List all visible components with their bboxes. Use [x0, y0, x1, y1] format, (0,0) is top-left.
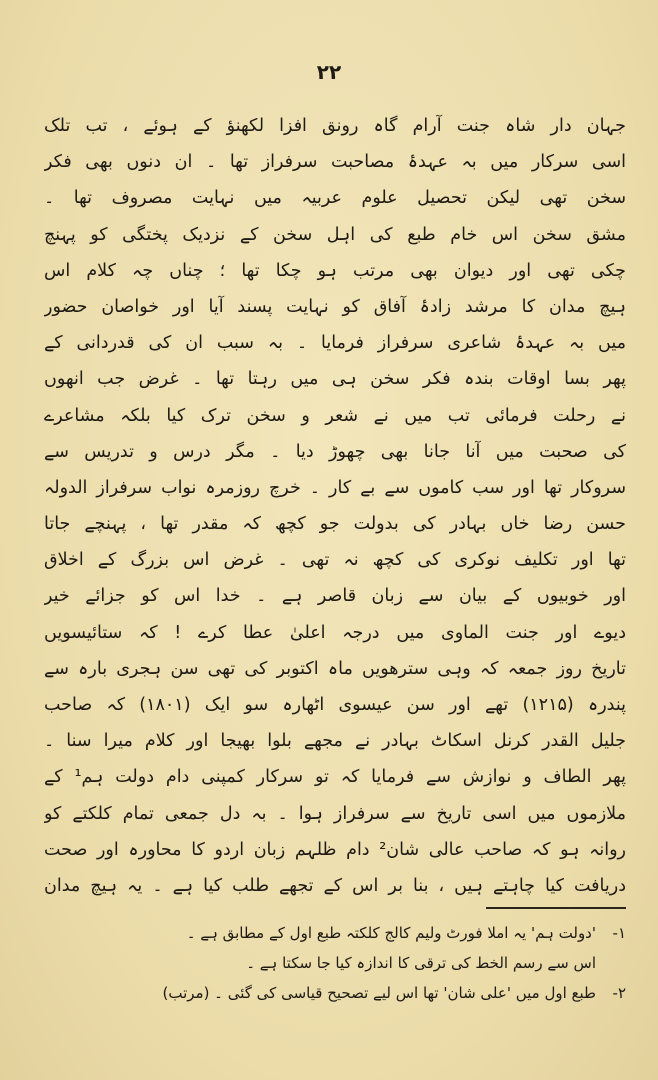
footnotes	[38, 918, 626, 1008]
footnote-text: طبع اول میں 'علی شان' تھا اس لیے تصحیح قیاسی کی گئی ۔ (مرتب)	[162, 984, 596, 1002]
body-line: اسی سرکار میں بہ عہدۂ مصاحبت سرفراز تھا ۔ ان دنوں بھی فکر	[44, 152, 626, 173]
body-line: کی صحبت میں آنا جانا بھی چھوڑ دیا ۔ مگر درس و تدریس سے	[44, 441, 626, 462]
body-line: ہیچ مدان کا مرشد زادۂ آفاق کو نہایت پسند آیا اور خواصان حضور	[44, 296, 626, 317]
body-line: روانہ ہو کہ صاحب عالی شان² دام ظلہم زبان اردو کا محاورہ اور صحت	[44, 839, 626, 860]
footnote-marker: ۱-	[612, 924, 626, 942]
footnote	[38, 978, 626, 1008]
body-line: میں بہ عہدۂ شاعری سرفراز فرمایا ۔ بہ سبب ان کی قدردانی کے	[44, 333, 626, 354]
body-line: دریافت کیا چاہتے ہیں ، بنا بر اس کے تجھے طلب کیا ہے ۔ یہ ہیچ مدان	[44, 875, 626, 896]
body-line: مشق سخن اس خام طبع کی اہل سخن کے نزدیک پختگی کو پہنچ	[44, 224, 626, 245]
body-line: جلیل القدر کرنل اسکاٹ بہادر نے مجھے بلوا بھیجا اور کلام میرا سنا ۔	[44, 731, 626, 752]
body-line: جہان دار شاہ جنت آرام گاہ رونق افزا لکھنؤ کے ہوئے ، تب تلک	[44, 116, 626, 136]
body-line: حسن رضا خاں بہادر کی بدولت جو کچھ کہ مقدر تھا ، پہنچے جاتا	[44, 514, 626, 535]
body-line: پندرہ (۱۲۱۵) تھے اور سن عیسوی اٹھارہ سو ایک (۱۸۰۱) کہ صاحب	[44, 695, 626, 715]
body-line: تھا اور تکلیف نوکری کی کچھ نہ تھی ۔ غرض اس بزرگ کے اخلاق	[44, 550, 626, 571]
page-number: ۲۲	[316, 60, 342, 84]
body-line: اور خوبیوں کے بیان سے زبان قاصر ہے ۔ خدا اس کو جزائے خیر	[44, 586, 626, 607]
body-line: سروکار تھا اور سب کاموں سے بے کار ۔ خرچ روزمرہ نواب سرفراز الدولہ	[44, 477, 626, 498]
body-text	[44, 108, 626, 904]
footnote	[38, 918, 626, 978]
footnote-marker: ۲-	[612, 984, 626, 1002]
body-line: نے رحلت فرمائی تب میں نے شعر و سخن ترک کیا بلکہ مشاعرے	[44, 405, 626, 426]
body-line: سخن تھی لیکن تحصیل علوم عربیہ میں نہایت مصروف تھا ۔	[44, 188, 626, 209]
body-line: دیوے اور جنت الماوی میں درجہ اعلیٰ عطا کرے ! کہ ستائیسویں	[44, 622, 626, 643]
body-line: پھر الطاف و نوازش سے فرمایا کہ تو سرکار کمپنی دام دولت ہم¹ کے	[44, 767, 626, 788]
footnote-continuation: اس سے رسم الخط کی ترقی کا اندازہ کیا جا سکتا ہے ۔	[246, 954, 596, 972]
body-line: چکی تھی اور دیوان بھی مرتب ہو چکا تھا ؛ چناں چہ کلام اس	[44, 260, 626, 281]
body-line: تاریخ روز جمعہ کہ وہی سترھویں ماہ اکتوبر کی تھی سن ہجری بارہ سے	[44, 658, 626, 679]
body-line: ملازموں میں اسی تاریخ سے سرفراز ہوا ۔ بہ دل جمعی تمام کلکتے کو	[44, 803, 626, 824]
footnote-text: 'دولت ہم' یہ املا فورٹ ولیم کالج کلکتہ طبع اول کے مطابق ہے ۔	[186, 924, 596, 942]
body-line: پھر بسا اوقات بندہ فکر سخن ہی میں رہتا تھا ۔ غرض جب انھوں	[44, 369, 626, 390]
footnote-divider	[486, 907, 626, 909]
